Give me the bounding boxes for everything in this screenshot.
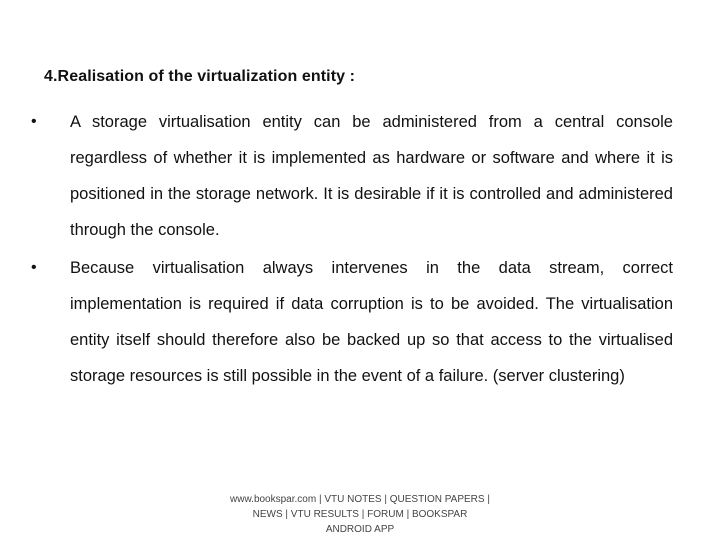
bullet-text: Because virtualisation always intervenes in the data stream, correct implementation is required if data corruption is to be avoided. The virtualisation entity itself should therefore also be backed up so that access to the virtualised storage resources is still possible in the event of a failure. (server clustering) <box>70 259 673 385</box>
bullet-list <box>31 104 673 396</box>
bullet-item <box>31 250 673 394</box>
bullet-icon: • <box>31 113 37 130</box>
bullet-icon: • <box>31 259 37 276</box>
section-heading: 4.Realisation of the virtualization entity : <box>44 68 356 85</box>
footer-text: www.bookspar.com | VTU NOTES | QUESTION PAPERS | NEWS | VTU RESULTS | FORUM | BOOKSPAR ANDROID APP <box>230 494 490 535</box>
bullet-text: A storage virtualisation entity can be administered from a central console regardless of whether it is implemented as hardware or software and where it is positioned in the storage network. It is desirable if it is controlled and administered through the console. <box>70 113 673 239</box>
bullet-item <box>31 104 673 248</box>
